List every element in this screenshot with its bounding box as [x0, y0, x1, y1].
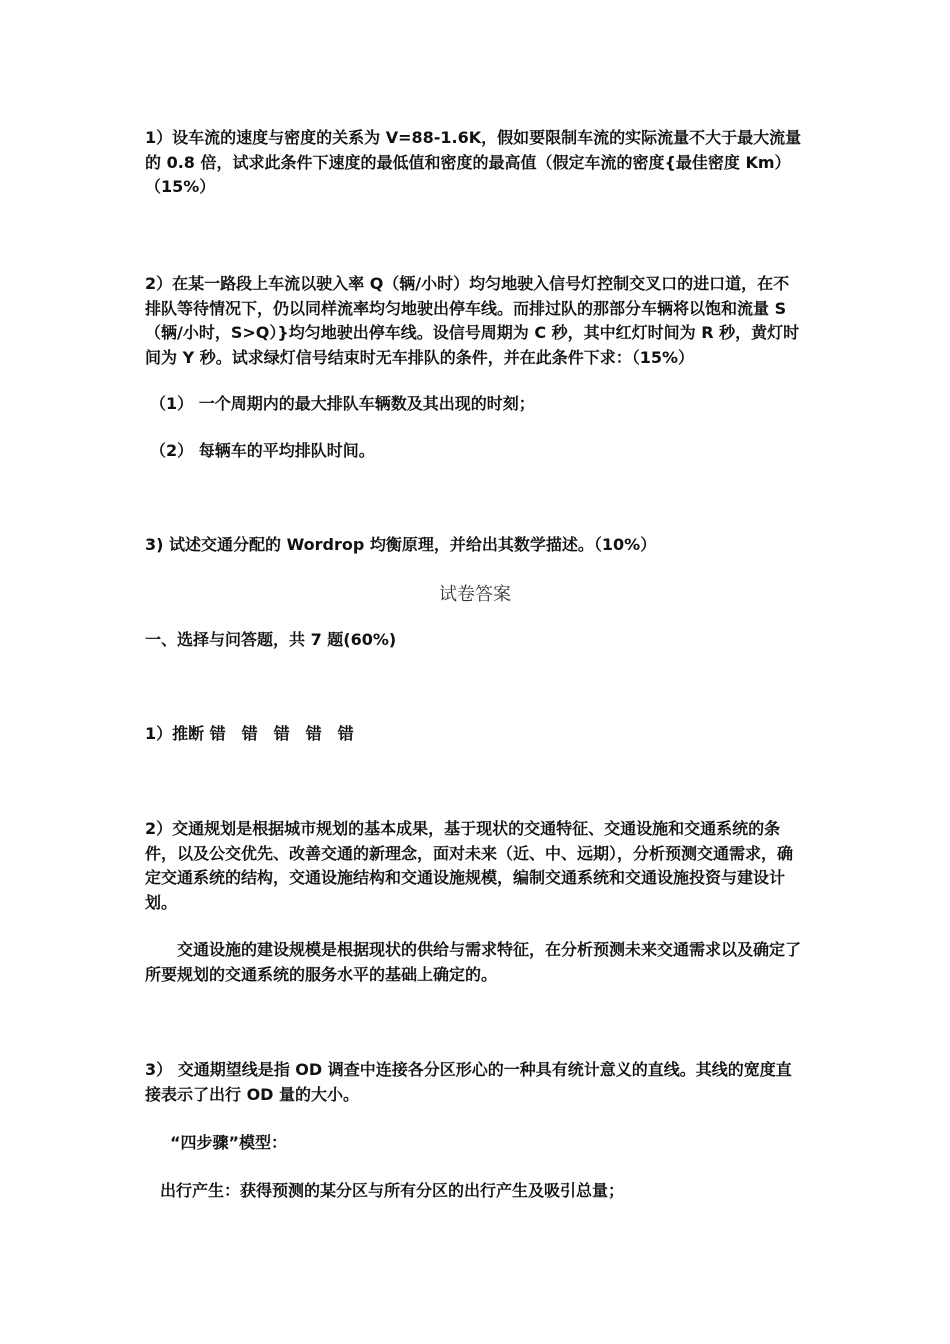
answer-2-paragraph-2: 交通设施的建设规模是根据现状的供给与需求特征，在分析预测未来交通需求以及确定了所要规划的交通系统的服务水平的基础上确定的。	[145, 940, 802, 984]
question-2-sub-1: （1） 一个周期内的最大排队车辆数及其出现的时刻；	[150, 394, 535, 413]
question-2-sub-2: （2） 每辆车的平均排队时间。	[150, 441, 375, 460]
answer-3-trip-generation: 出行产生：获得预测的某分区与所有分区的出行产生及吸引总量；	[160, 1181, 625, 1200]
answer-3-four-step-heading: “四步骤”模型：	[170, 1133, 288, 1152]
answer-1: 1）推断 错 错 错 错 错	[145, 724, 354, 743]
answers-title: 试卷答案	[439, 584, 511, 605]
answer-2-paragraph-1: 2）交通规划是根据城市规划的基本成果，基于现状的交通特征、交通设施和交通系统的条件，以及公交优先、改善交通的新理念，面对未来（近、中、远期），分析预测交通需求，确定交通系统的结构，交通设施结构和交通设施规模，编制交通系统和交通设施投资与建设计划。	[145, 819, 794, 912]
question-3: 3) 试述交通分配的 Wordrop 均衡原理，并给出其数学描述。（10%）	[145, 535, 657, 554]
question-2: 2）在某一路段上车流以驶入率 Q（辆/小时）均匀地驶入信号灯控制交叉口的进口道，在不排队等待情况下，仍以同样流率均匀地驶出停车线。而排过队的那部分车辆将以饱和流量 S（辆/小时，S>Q）}均匀地驶出停车线。设信号周期为 C 秒，其中红灯时间为 R 秒，黄灯时间为 Y 秒。试求绿灯信号结束时无车排队的条件，并在此条件下求：（15%）	[145, 274, 800, 367]
question-1: 1）设车流的速度与密度的关系为 V=88-1.6K，假如要限制车流的实际流量不大于最大流量的 0.8 倍，试求此条件下速度的最低值和密度的最高值（假定车流的密度{最佳密度 Km）（15%）	[145, 128, 802, 196]
answer-3-paragraph-1: 3） 交通期望线是指 OD 调查中连接各分区形心的一种具有统计意义的直线。其线的宽度直接表示了出行 OD 量的大小。	[145, 1060, 792, 1104]
answers-section-1-heading: 一、选择与问答题，共 7 题(60%)	[145, 630, 397, 649]
